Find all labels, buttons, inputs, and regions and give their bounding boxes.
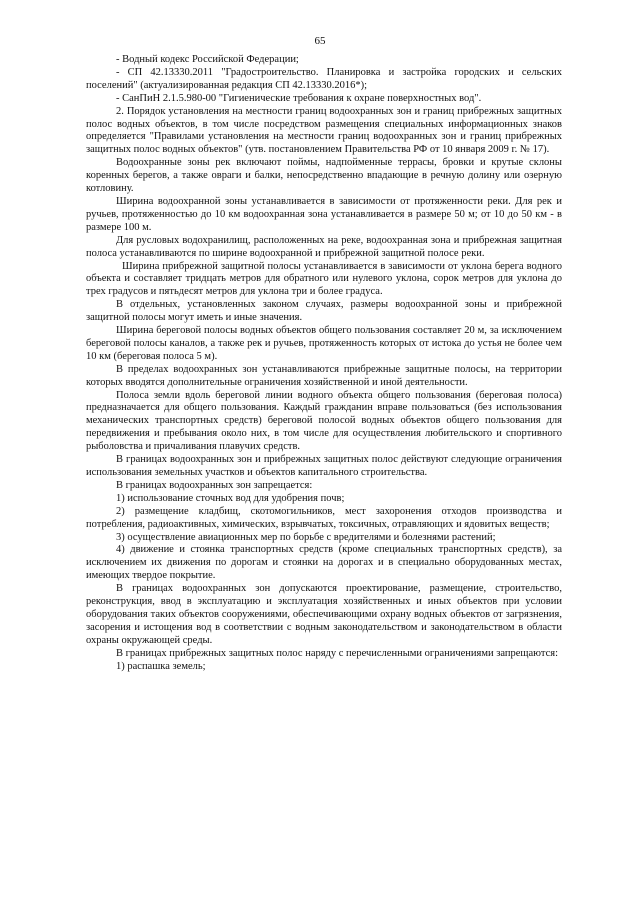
paragraph: В отдельных, установленных законом случаях, размеры водоохранной зоны и прибрежной защитной полосы могут иметь и иные значения. [86,299,562,324]
paragraph: - СанПиН 2.1.5.980-00 "Гигиенические требования к охране поверхностных вод". [116,92,482,104]
paragraph: - Водный кодекс Российской Федерации; [116,54,299,65]
paragraph: В границах водоохранных зон запрещается: [116,479,313,491]
list-item: 1) использование сточных вод для удобрения почв; [116,492,345,504]
paragraph: 2. Порядок установления на местности границ водоохранных зон и границ прибрежных защитных полос водных объектов, в том числе посредством размещения специальных информационных знаков определяется "Правилами установления на местности границ водоохранных зон и границ прибрежных защитных полос водных объектов" (утв. постановлением Правительства РФ от 10 января 2009 г. № 17). [86,105,562,156]
page-body [86,54,562,674]
paragraph: В границах прибрежных защитных полос наряду с перечисленными ограничениями запрещаются: [116,647,559,659]
paragraph: Ширина водоохранной зоны устанавливается в зависимости от протяженности реки. Для рек и ручьев, протяженностью до 10 км водоохранная зона устанавливается в размере 50 м; от 10 до 50 км - в размере 100 м. [86,195,562,233]
list-item: 3) осуществление авиационных мер по борьбе с вредителями и болезнями растений; [116,531,496,543]
paragraph: В границах водоохранных зон допускаются проектирование, размещение, строительство, реконструкция, ввод в эксплуатацию и эксплуатация хозяйственных и иных объектов при условии оборудования таких объектов сооружениями, обеспечивающими охрану водных объектов от загрязнения, засорения и истощения вод в соответствии с водным законодательством и законодательством в области охраны окружающей среды. [86,583,562,646]
paragraph: В пределах водоохранных зон устанавливаются прибрежные защитные полосы, на территории которых вводятся дополнительные ограничения хозяйственной и иной деятельности. [86,363,562,388]
paragraph: В границах водоохранных зон и прибрежных защитных полос действуют следующие ограничения использования земельных участков и объектов капитального строительства. [86,454,562,478]
list-item: 4) движение и стоянка транспортных средств (кроме специальных транспортных средств), за исключением их движения по дорогам и стоянки на дорогах и в специально оборудованных местах, имеющих твердое покрытие. [86,544,562,582]
paragraph: Для русловых водохранилищ, расположенных на реке, водоохранная зона и прибрежная защитная полоса устанавливаются по ширине водоохранной и прибрежной защитной полосе реки. [86,234,562,259]
paragraph: Ширина береговой полосы водных объектов общего пользования составляет 20 м, за исключением береговой полосы каналов, а также рек и ручьев, протяженность которых от истока до устья не более чем 10 км (береговая полоса 5 м). [86,325,562,362]
list-item: 2) размещение кладбищ, скотомогильников, мест захоронения отходов производства и потребления, радиоактивных, химических, взрывчатых, токсичных, отравляющих и ядовитых веществ; [86,505,562,530]
page-number: 65 [314,35,326,47]
list-item: 1) распашка земель; [116,660,206,672]
paragraph: Полоса земли вдоль береговой линии водного объекта общего пользования (береговая полоса) предназначается для общего пользования. Каждый гражданин вправе пользоваться (без использования механических транспортных средств) береговой полосой водных объектов общего пользования для передвижения и пребывания около них, в том числе для осуществления любительского и спортивного рыболовства и причаливания плавучих средств. [86,389,562,453]
paragraph: - СП 42.13330.2011 "Градостроительство. Планировка и застройка городских и сельских поселений" (актуализированная редакция СП 42.13330.2016*); [86,66,562,91]
paragraph: Ширина прибрежной защитной полосы устанавливается в зависимости от уклона берега водного объекта и составляет тридцать метров для обратного или нулевого уклона, сорок метров для уклона до трех градусов и пятьдесят метров для уклона три и более градуса. [86,260,562,298]
paragraph: Водоохранные зоны рек включают поймы, надпойменные террасы, бровки и крутые склоны коренных берегов, а также овраги и балки, непосредственно впадающие в речную долину или озерную котловину. [86,157,562,195]
